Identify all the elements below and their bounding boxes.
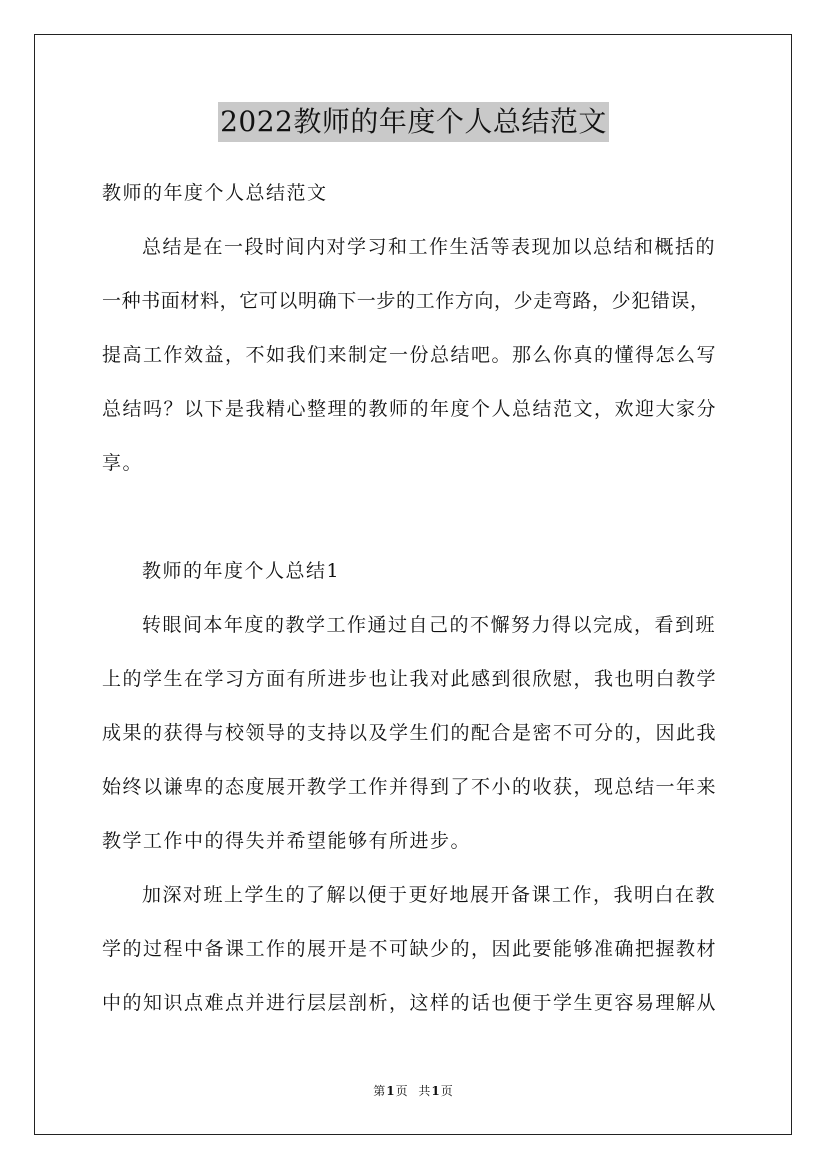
page-prefix: 第 xyxy=(373,1084,387,1098)
total-suffix: 页 xyxy=(440,1084,454,1098)
paragraph-line: 学的过程中备课工作的展开是不可缺少的，因此要能够准确把握教材 xyxy=(102,938,718,960)
paragraph-line: 始终以谦卑的态度展开教学工作并得到了不小的收获，现总结一年来 xyxy=(102,776,718,798)
total-prefix: 共 xyxy=(418,1084,432,1098)
paragraph-line: 一种书面材料，它可以明确下一步的工作方向，少走弯路，少犯错误， xyxy=(102,290,710,312)
page-suffix: 页 xyxy=(395,1084,409,1098)
paragraph-line: 总结吗？以下是我精心整理的教师的年度个人总结范文，欢迎大家分 xyxy=(102,398,718,420)
page-footer xyxy=(0,1082,827,1099)
blank-line xyxy=(102,490,726,544)
paragraph-line: 中的知识点难点并进行层层剖析，这样的话也便于学生更容易理解从 xyxy=(102,992,718,1014)
paragraph-line: 提高工作效益，不如我们来制定一份总结吧。那么你真的懂得怎么写 xyxy=(102,344,718,366)
total-pages: 1 xyxy=(431,1084,441,1098)
paragraph-line: 教学工作中的得失并希望能够有所进步。 xyxy=(102,830,472,852)
paragraph-line: 转眼间本年度的教学工作通过自己的不懈努力得以完成，看到班 xyxy=(142,614,717,636)
title-container xyxy=(0,102,827,142)
paragraph-line: 总结是在一段时间内对学习和工作生活等表现加以总结和概括的 xyxy=(142,236,717,258)
paragraph-line: 成果的获得与校领导的支持以及学生们的配合是密不可分的，因此我 xyxy=(102,722,718,744)
page-number: 1 xyxy=(386,1084,396,1098)
document-body xyxy=(102,166,726,1030)
paragraph-line: 享。 xyxy=(102,452,144,474)
subtitle-line: 教师的年度个人总结范文 xyxy=(102,182,328,204)
document-title: 2022教师的年度个人总结范文 xyxy=(218,102,609,142)
paragraph-line: 上的学生在学习方面有所进步也让我对此感到很欣慰，我也明白教学 xyxy=(102,668,718,690)
section-heading: 教师的年度个人总结1 xyxy=(142,560,341,582)
paragraph-line: 加深对班上学生的了解以便于更好地展开备课工作，我明白在教 xyxy=(142,884,717,906)
